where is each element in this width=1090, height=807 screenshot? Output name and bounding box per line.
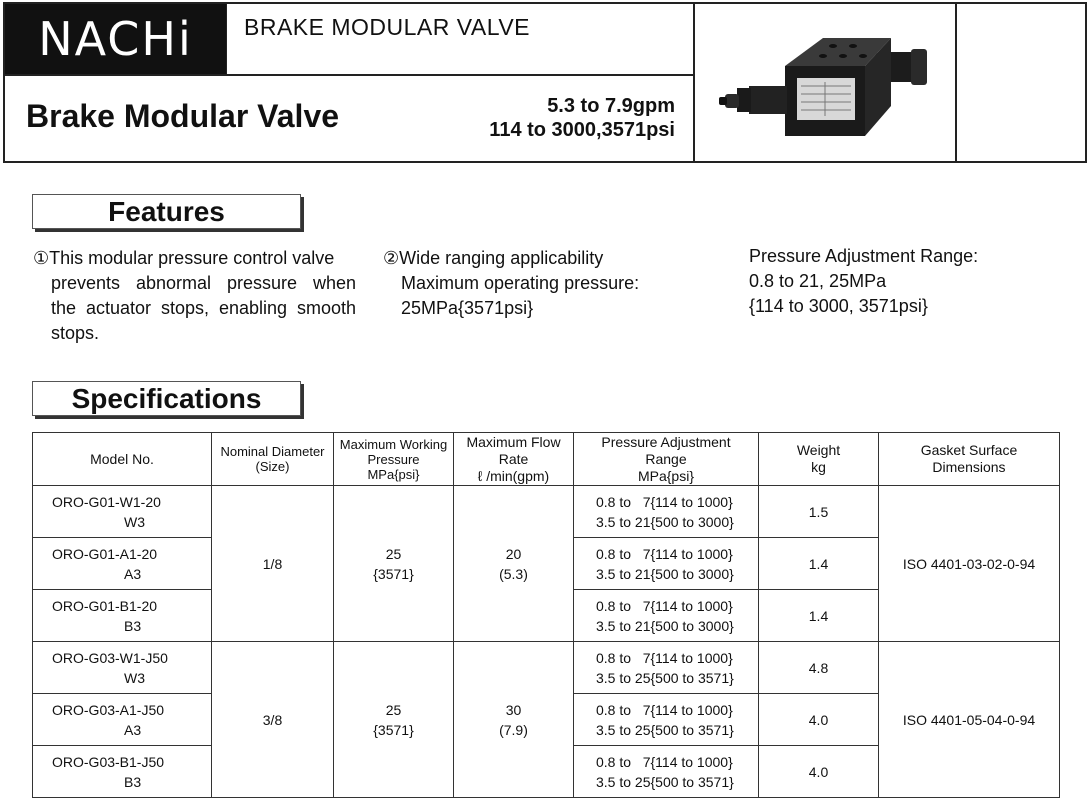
feature-1-line-1: ①This modular pressure control valve (33, 248, 335, 268)
model-cell: ORO-G03-B1-J50 B3 (33, 746, 212, 798)
feature-1-line-4: stops. (51, 323, 100, 343)
nachi-logo (5, 4, 226, 74)
weight-cell: 1.5 (759, 486, 879, 538)
feature-2-line-2: Maximum operating pressure: (401, 273, 640, 293)
range-cell: 0.8 to 7{114 to 1000} 3.5 to 25{500 to 3571} (574, 694, 759, 746)
weight-cell: 1.4 (759, 538, 879, 590)
model-cell: ORO-G03-A1-J50 A3 (33, 694, 212, 746)
model-cell: ORO-G01-A1-20 A3 (33, 538, 212, 590)
page-title: Brake Modular Valve (26, 98, 340, 134)
feature-3-line-2: 0.8 to 21, 25MPa (749, 271, 887, 291)
flow-range: 5.3 to 7.9gpm (547, 95, 675, 117)
feature-3-line-3: {114 to 3000, 3571psi} (749, 296, 928, 316)
feature-1-line-2: prevents abnormal pressure when (51, 273, 356, 293)
model-cell: ORO-G03-W1-J50 W3 (33, 642, 212, 694)
feature-2-line-3: 25MPa{3571psi} (401, 298, 534, 318)
pressure-cell: 25 {3571} (334, 642, 454, 798)
features-heading: Features (32, 194, 301, 229)
range-cell: 0.8 to 7{114 to 1000} 3.5 to 21{500 to 3000} (574, 538, 759, 590)
flow-cell: 20 (5.3) (454, 486, 574, 642)
rating-summary (489, 94, 675, 142)
col-header-diameter: Nominal Diameter (Size) (212, 433, 334, 486)
range-cell: 0.8 to 7{114 to 1000} 3.5 to 21{500 to 3000} (574, 590, 759, 642)
table-row (33, 486, 1060, 538)
col-header-model: Model No. (33, 433, 212, 486)
weight-cell: 4.0 (759, 746, 879, 798)
feature-2-line-1: ②Wide ranging applicability (383, 248, 604, 268)
range-cell: 0.8 to 7{114 to 1000} 3.5 to 25{500 to 3571} (574, 642, 759, 694)
col-header-weight: Weight kg (759, 433, 879, 486)
category-title: BRAKE MODULAR VALVE (226, 4, 693, 74)
gasket-cell: ISO 4401-05-04-0-94 (879, 642, 1060, 798)
feature-3-line-1: Pressure Adjustment Range: (749, 246, 979, 266)
table-row (33, 642, 1060, 694)
pressure-cell: 25 {3571} (334, 486, 454, 642)
flow-cell: 30 (7.9) (454, 642, 574, 798)
product-photo (693, 4, 957, 161)
feature-item-3 (749, 244, 1069, 319)
logo-text: NACHi (38, 12, 193, 66)
weight-cell: 4.0 (759, 694, 879, 746)
header-divider (5, 74, 693, 76)
col-header-flow: Maximum Flow Rate ℓ /min(gpm) (454, 433, 574, 486)
weight-cell: 1.4 (759, 590, 879, 642)
gasket-cell: ISO 4401-03-02-0-94 (879, 486, 1060, 642)
col-header-gasket: Gasket Surface Dimensions (879, 433, 1060, 486)
catalog-header (3, 2, 1087, 163)
col-header-pressure: Maximum Working Pressure MPa{psi} (334, 433, 454, 486)
diameter-cell: 3/8 (212, 642, 334, 798)
valve-image (715, 16, 939, 146)
specifications-heading: Specifications (32, 381, 301, 416)
feature-item-2 (383, 246, 703, 321)
weight-cell: 4.8 (759, 642, 879, 694)
model-cell: ORO-G01-B1-20 B3 (33, 590, 212, 642)
feature-item-1 (33, 246, 356, 346)
range-cell: 0.8 to 7{114 to 1000} 3.5 to 25{500 to 3571} (574, 746, 759, 798)
table-header-row (33, 433, 1060, 486)
specifications-table (32, 432, 1060, 798)
pressure-range: 114 to 3000,3571psi (489, 119, 675, 141)
feature-1-line-3: the actuator stops, enabling smooth (51, 298, 356, 318)
diameter-cell: 1/8 (212, 486, 334, 642)
model-cell: ORO-G01-W1-20 W3 (33, 486, 212, 538)
range-cell: 0.8 to 7{114 to 1000} 3.5 to 21{500 to 3000} (574, 486, 759, 538)
col-header-adjustment-range: Pressure Adjustment Range MPa{psi} (574, 433, 759, 486)
